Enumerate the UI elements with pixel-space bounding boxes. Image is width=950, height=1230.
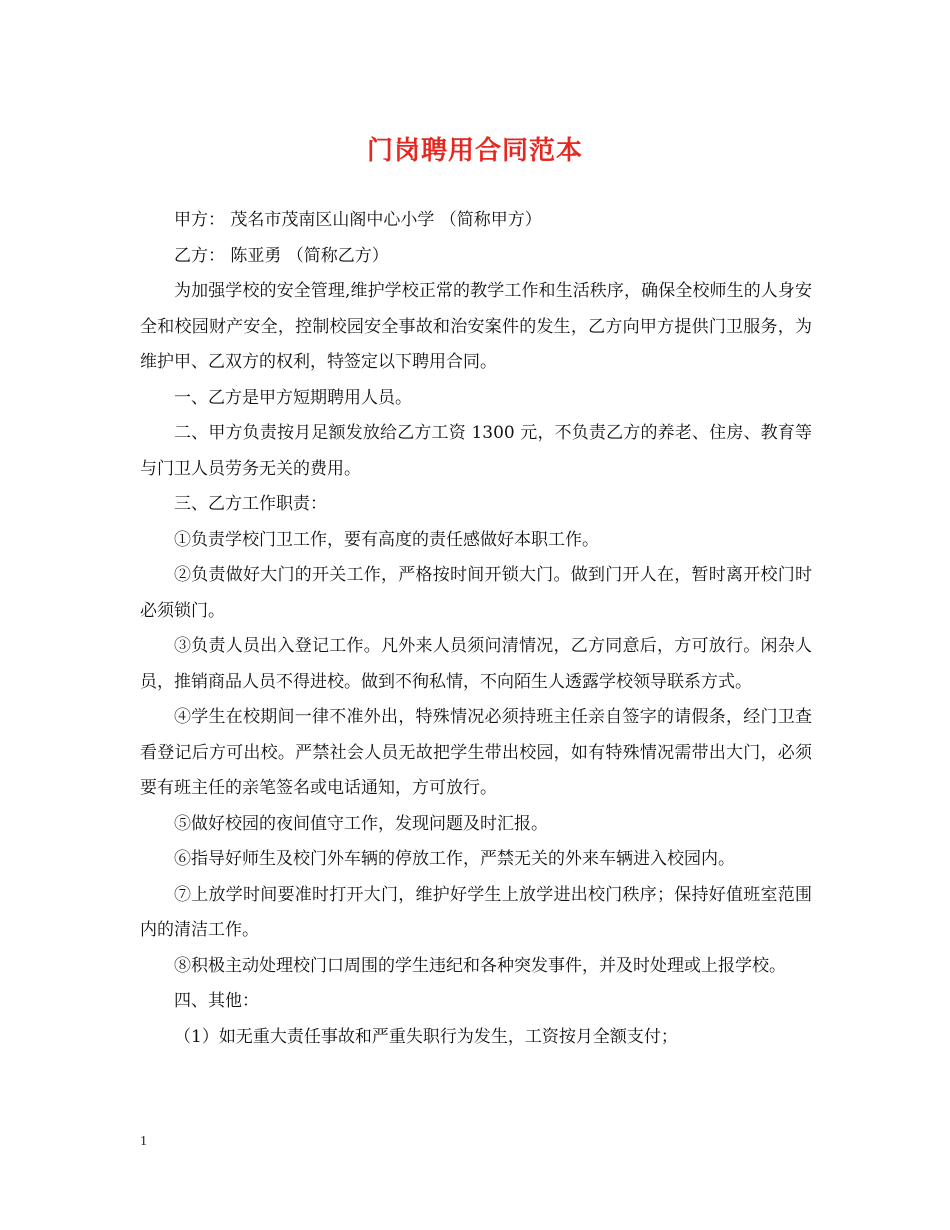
paragraph-duty-3: ③负责人员出入登记工作。凡外来人员须问清情况，乙方同意后，方可放行。闲杂人员，推销商品人员不得进校。做到不徇私情，不向陌生人透露学校领导联系方式。: [140, 636, 812, 692]
paragraph-clause-3: 三、乙方工作职责：: [174, 494, 327, 514]
paragraph-party-a: 甲方： 茂名市茂南区山阁中心小学 （简称甲方）: [174, 210, 542, 230]
document-body: [140, 203, 812, 1055]
paragraph-party-b: 乙方： 陈亚勇 （简称乙方）: [174, 245, 389, 266]
paragraph-duty-5: ⑤做好校园的夜间值守工作，发现问题及时汇报。: [174, 813, 548, 834]
paragraph-duty-7: ⑦上放学时间要准时打开大门，维护好学生上放学进出校门秩序；保持好值班室范围内的清洁工作。: [140, 884, 812, 940]
paragraph-duty-8: ⑧积极主动处理校门口周围的学生违纪和各种突发事件，并及时处理或上报学校。: [174, 955, 786, 976]
paragraph-clause-1: 一、乙方是甲方短期聘用人员。: [174, 387, 412, 408]
paragraph-other-1: （1）如无重大责任事故和严重失职行为发生，工资按月全额支付；: [174, 1026, 678, 1047]
paragraph-intro: 为加强学校的安全管理,维护学校正常的教学工作和生活秩序，确保全校师生的人身安全和校园财产安全，控制校园安全事故和治安案件的发生，乙方向甲方提供门卫服务，为维护甲、乙双方的权利，特签定以下聘用合同。: [140, 281, 812, 372]
paragraph-duty-1: ①负责学校门卫工作，要有高度的责任感做好本职工作。: [174, 529, 599, 550]
paragraph-clause-4: 四、其他：: [174, 991, 259, 1011]
paragraph-duty-4: ④学生在校期间一律不准外出，特殊情况必须持班主任亲自签字的请假条，经门卫查看登记后方可出校。严禁社会人员无故把学生带出校园，如有特殊情况需带出大门，必须要有班主任的亲笔签名或电话通知，方可放行。: [140, 707, 812, 798]
paragraph-duty-6: ⑥指导好师生及校门外车辆的停放工作，严禁无关的外来车辆进入校园内。: [174, 849, 735, 869]
document-title: 门岗聘用合同范本: [366, 136, 583, 166]
paragraph-duty-2: ②负责做好大门的开关工作，严格按时间开锁大门。做到门开人在，暂时离开校门时必须锁门。: [140, 565, 812, 621]
page-number: 1: [140, 1134, 147, 1149]
paragraph-clause-2: 二、甲方负责按月足额发放给乙方工资 1300 元，不负责乙方的养老、住房、教育等与门卫人员劳务无关的费用。: [140, 423, 812, 479]
